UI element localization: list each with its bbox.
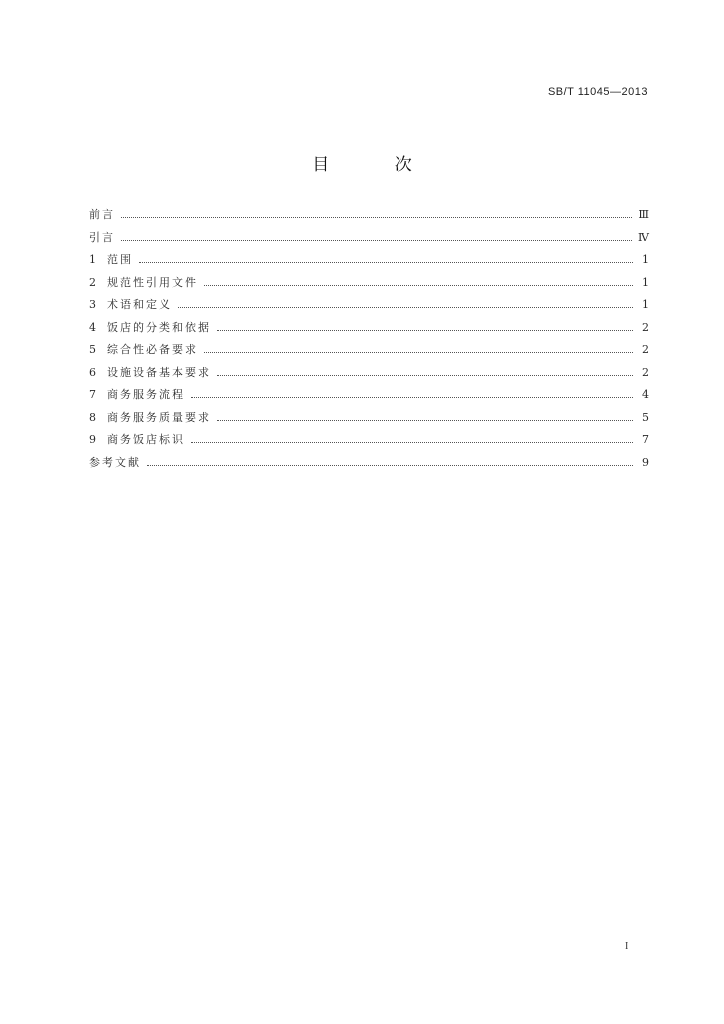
toc-entry-label: 术语和定义 [107,298,172,311]
toc-entry-number: 6 [89,365,96,379]
toc-entry-service-quality[interactable] [89,409,649,432]
toc-entry-number: 5 [89,343,96,356]
toc-entry-facilities[interactable] [89,364,649,387]
toc-entry-label: 引言 [89,230,115,244]
toc-entry-classification[interactable] [89,319,649,342]
toc-entry-page: Ⅲ [638,208,649,221]
dot-leader [217,374,633,376]
toc-entry-label: 参考文献 [89,455,141,469]
dot-leader [191,396,633,398]
toc-entry-page: 5 [642,410,649,424]
toc-entry-service-process[interactable] [89,386,649,409]
toc-entry-foreword[interactable] [89,206,649,229]
toc-entry-page: 2 [642,365,649,379]
dot-leader [178,306,633,308]
dot-leader [204,284,633,286]
toc-entry-page: 4 [642,388,649,401]
dot-leader [139,261,633,263]
toc-entry-general-requirements[interactable] [89,341,649,364]
toc-entry-label: 饭店的分类和依据 [107,320,211,334]
dot-leader [217,419,633,421]
toc-entry-page: 9 [642,455,649,469]
toc-title: 目 次 [312,155,442,175]
toc-entry-label: 商务服务流程 [107,388,185,401]
toc-entry-number: 4 [89,320,96,334]
toc-entry-number: 8 [89,410,96,424]
toc-entry-page: Ⅳ [638,230,649,244]
toc-entry-page: 1 [642,275,649,289]
toc-entry-page: 7 [642,433,649,446]
toc-entry-number: 7 [89,388,96,401]
toc-entry-label: 设施设备基本要求 [107,365,211,379]
dot-leader [121,239,632,241]
standard-code: SB/T 11045—2013 [547,86,648,98]
toc-entry-number: 9 [89,433,96,446]
toc-entry-normative-references[interactable] [89,274,649,297]
toc-entry-label: 商务服务质量要求 [107,410,211,424]
dot-leader [204,351,633,353]
toc-entry-number: 1 [89,253,96,266]
dot-leader [217,329,633,331]
page-number: I [625,941,629,952]
toc-entry-label: 规范性引用文件 [107,275,198,289]
table-of-contents [89,206,649,476]
dot-leader [147,464,633,466]
toc-entry-page: 1 [642,298,649,311]
toc-entry-hotel-signage[interactable] [89,431,649,454]
toc-entry-introduction[interactable] [89,229,649,252]
toc-entry-number: 3 [89,298,96,311]
toc-entry-scope[interactable] [89,251,649,274]
toc-entry-label: 前言 [89,208,115,221]
toc-entry-page: 2 [642,343,649,356]
toc-entry-label: 综合性必备要求 [107,343,198,356]
toc-entry-page: 1 [642,253,649,266]
toc-entry-number: 2 [89,275,96,289]
toc-entry-label: 商务饭店标识 [107,433,185,446]
dot-leader [191,441,633,443]
dot-leader [121,216,632,218]
toc-entry-bibliography[interactable] [89,454,649,477]
toc-entry-terms-definitions[interactable] [89,296,649,319]
toc-entry-page: 2 [642,320,649,334]
toc-entry-label: 范围 [107,253,133,266]
